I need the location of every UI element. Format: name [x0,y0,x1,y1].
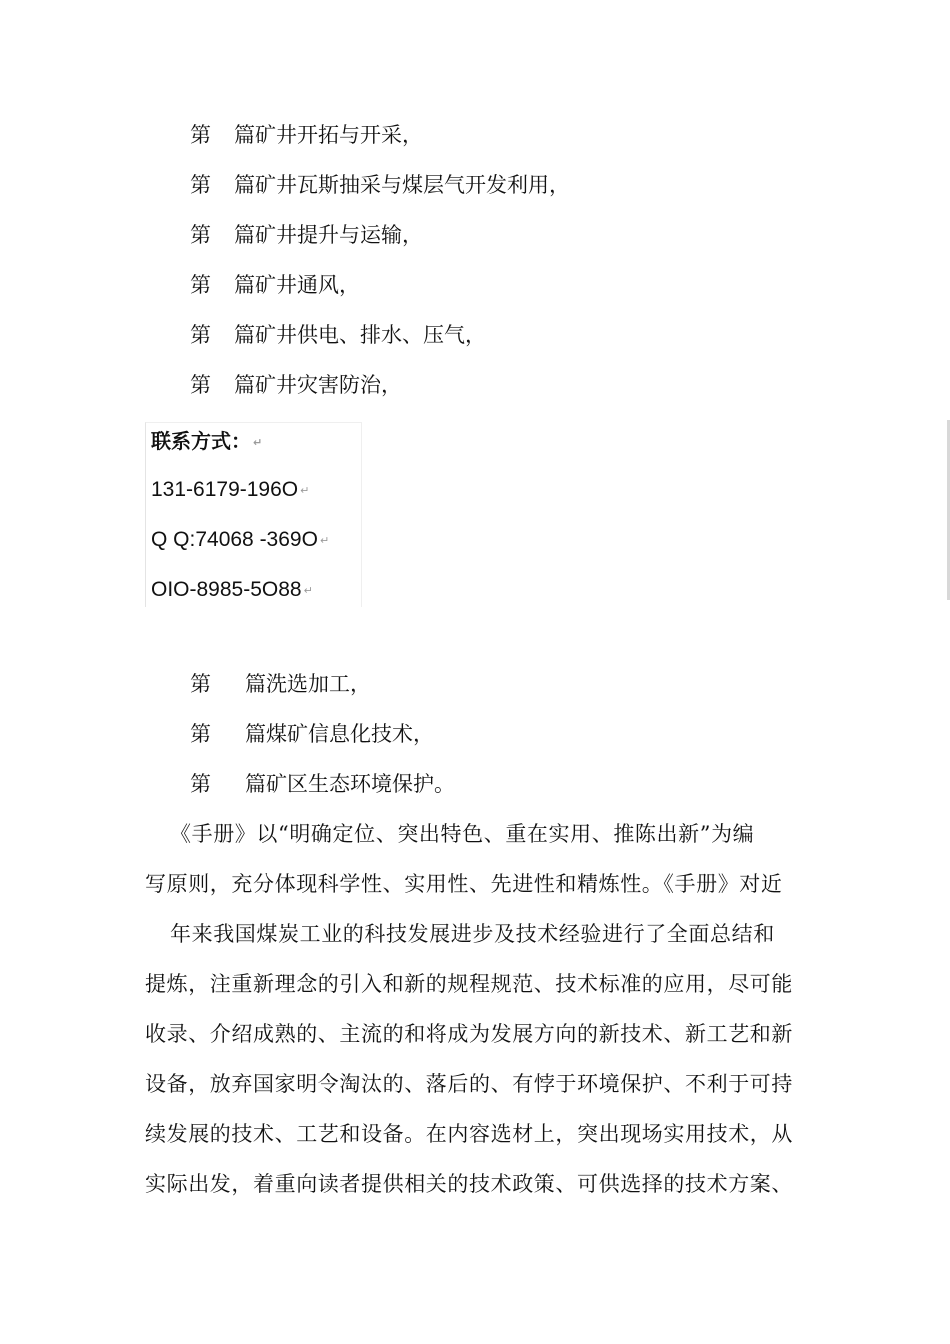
chapter-line [190,121,423,149]
contact-phone [151,477,309,504]
chapter-number: 第 [190,722,211,746]
chapter-number: 第 [190,373,211,397]
body-text-line: 年来我国煤炭工业的科技发展进步及技术经验进行了全面总结和 [170,922,775,946]
paragraph-mark-icon: ↵ [300,485,310,497]
chapter-number: 第 [190,672,211,696]
chapter-line [190,670,371,698]
chapter-number: 第 [190,323,211,347]
body-text-line: 提炼，注重新理念的引入和新的规程规范、技术标准的应用，尽可能 [145,972,793,996]
chapter-number: 第 [190,273,211,297]
contact-phone-text: 131-6179-196O [151,478,299,501]
chapter-title: 篇矿井提升与运输， [234,223,423,247]
chapter-line [190,770,455,798]
contact-title-text: 联系方式： [151,429,251,453]
paragraph-mark-icon: ↵ [319,535,330,547]
chapter-number: 第 [190,223,211,247]
body-text-line: 收录、介绍成熟的、主流的和将成为发展方向的新技术、新工艺和新 [145,1022,793,1046]
chapter-line [190,371,402,399]
contact-qq-text: Q Q:74068 -369O [151,528,318,551]
body-text-line: 设备，放弃国家明令淘汰的、落后的、有悖于环境保护、不利于可持 [145,1072,793,1096]
chapter-title: 篇煤矿信息化技术， [245,722,434,746]
body-text-line: 《手册》以“明确定位、突出特色、重在实用、推陈出新”为编 [170,822,755,846]
contact-landline [151,577,313,604]
chapter-title: 篇矿区生态环境保护。 [245,772,455,796]
chapter-number: 第 [190,173,211,197]
chapter-title: 篇矿井开拓与开采， [234,123,423,147]
chapter-line [190,171,570,199]
body-text-line: 实际出发，着重向读者提供相关的技术政策、可供选择的技术方案、 [145,1172,793,1196]
chapter-title: 篇洗选加工， [245,672,371,696]
body-text-line: 续发展的技术、工艺和设备。在内容选材上，突出现场实用技术，从 [145,1122,793,1146]
body-text-line: 写原则，充分体现科学性、实用性、先进性和精炼性。《手册》对近 [145,872,783,896]
chapter-title: 篇矿井灾害防治， [234,373,402,397]
chapter-line [190,271,360,299]
chapter-line [190,221,423,249]
contact-box [145,422,362,607]
contact-landline-text: OIO-8985-5O88 [151,578,302,601]
chapter-line [190,321,486,349]
contact-qq [151,527,329,554]
chapter-number: 第 [190,772,211,796]
chapter-title: 篇矿井供电、排水、压气， [234,323,486,347]
chapter-title: 篇矿井瓦斯抽采与煤层气开发利用， [234,173,570,197]
chapter-number: 第 [190,123,211,147]
chapter-line [190,720,434,748]
chapter-title: 篇矿井通风， [234,273,360,297]
paragraph-mark-icon: ↵ [303,585,313,597]
paragraph-mark-icon: ↵ [253,436,263,449]
contact-title [151,428,262,456]
